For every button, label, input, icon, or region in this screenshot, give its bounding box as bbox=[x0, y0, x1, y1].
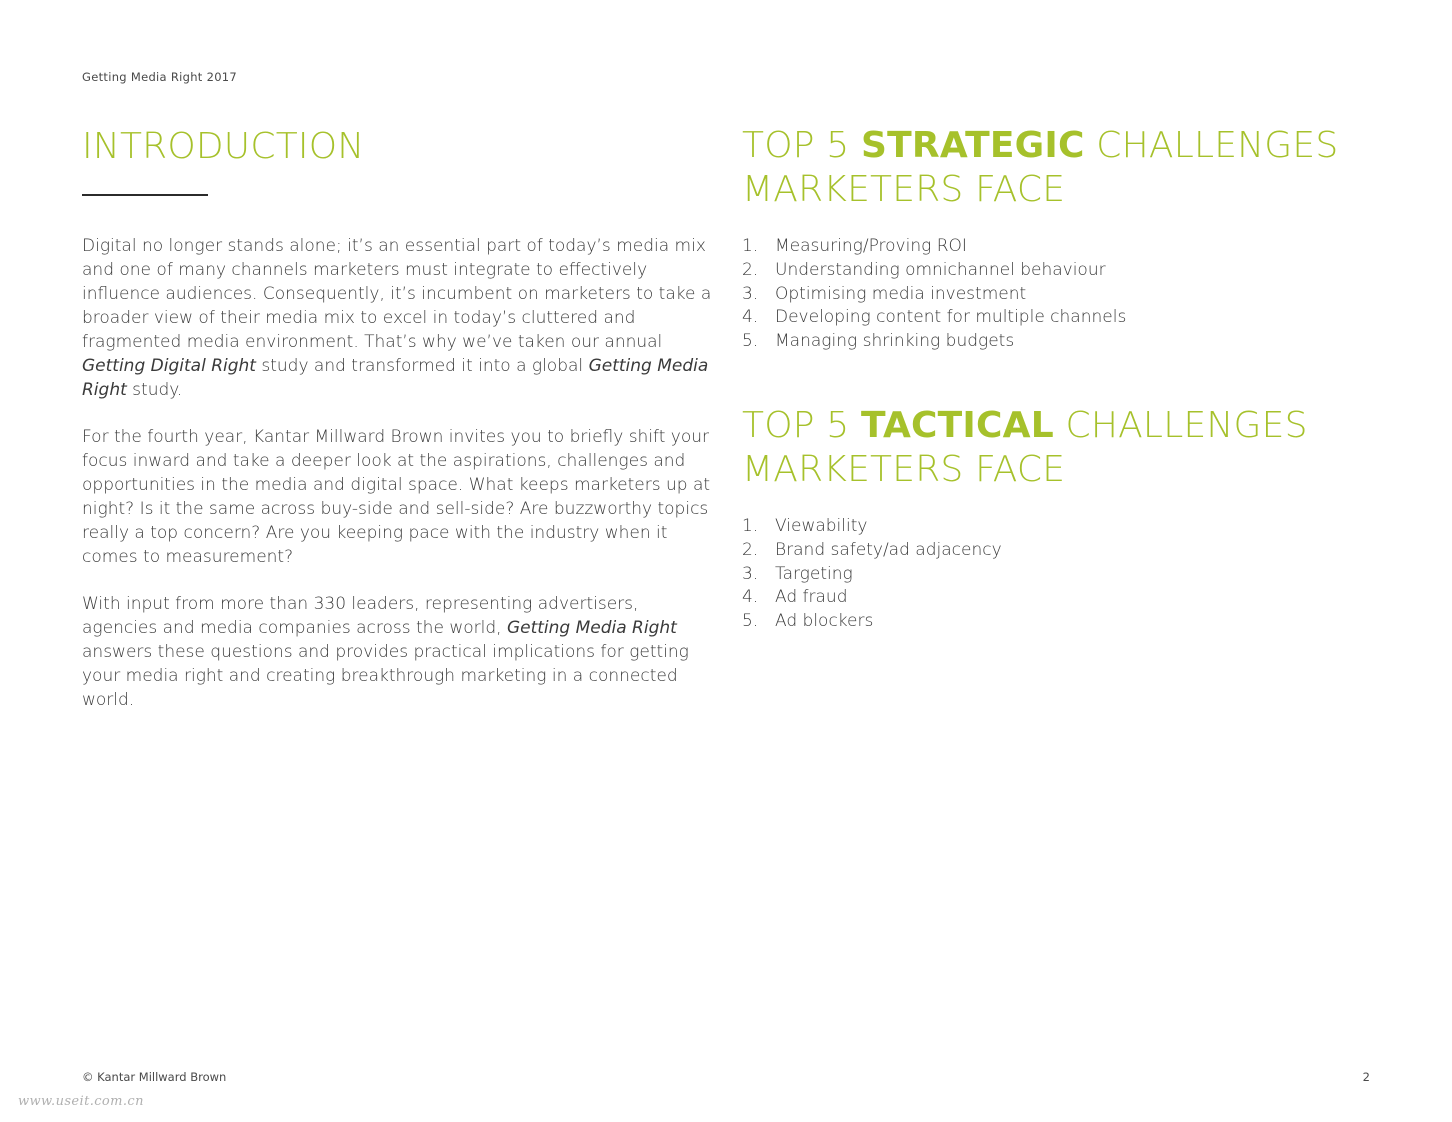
page-number: 2 bbox=[1362, 1070, 1370, 1084]
strategic-challenges-section bbox=[742, 124, 1362, 354]
list-item bbox=[742, 259, 1362, 283]
strategic-title-keyword: STRATEGIC bbox=[861, 125, 1085, 166]
introduction-body bbox=[82, 234, 712, 712]
tactical-challenges-title bbox=[742, 404, 1362, 492]
challenges-column bbox=[742, 124, 1362, 634]
intro-paragraph bbox=[82, 234, 712, 402]
strategic-challenges-title bbox=[742, 124, 1362, 212]
strategic-title-suffix: CHALLENGES bbox=[1084, 125, 1339, 166]
intro-paragraph bbox=[82, 425, 712, 569]
tactical-challenges-section bbox=[742, 404, 1362, 634]
list-item bbox=[742, 235, 1362, 259]
list-item-number: 4. bbox=[742, 587, 759, 608]
list-item-text: Targeting bbox=[775, 563, 853, 584]
watermark: www.useit.com.cn bbox=[18, 1094, 144, 1109]
list-item bbox=[742, 610, 1362, 634]
list-item-number: 2. bbox=[742, 259, 759, 280]
list-item-text: Managing shrinking budgets bbox=[775, 331, 1015, 352]
list-item-text: Optimising media investment bbox=[775, 283, 1027, 304]
list-item bbox=[742, 515, 1362, 539]
list-item-text: Developing content for multiple channels bbox=[775, 307, 1127, 328]
list-item bbox=[742, 586, 1362, 610]
tactical-title-keyword: TACTICAL bbox=[861, 404, 1054, 446]
intro-paragraph bbox=[82, 592, 712, 712]
list-item-text: Ad blockers bbox=[775, 611, 874, 632]
running-header: Getting Media Right 2017 bbox=[82, 70, 238, 84]
footer-copyright: © Kantar Millward Brown bbox=[82, 1070, 227, 1084]
list-item-number: 3. bbox=[742, 283, 759, 304]
list-item-text: Measuring/Proving ROI bbox=[775, 236, 967, 256]
list-item bbox=[742, 330, 1362, 354]
title-underline-rule bbox=[82, 194, 208, 196]
list-item-number: 4. bbox=[742, 307, 759, 328]
intro-paragraph-italic-text: Getting Digital Right bbox=[82, 356, 256, 376]
tactical-challenges-list bbox=[742, 515, 1362, 634]
introduction-column bbox=[82, 124, 712, 735]
intro-paragraph-italic-text: Getting Media Right bbox=[82, 356, 709, 400]
tactical-title-line2: MARKETERS FACE bbox=[742, 448, 1066, 490]
tactical-title-suffix: CHALLENGES bbox=[1053, 404, 1308, 446]
introduction-title: INTRODUCTION bbox=[82, 126, 365, 167]
list-item-text: Understanding omnichannel behaviour bbox=[775, 259, 1106, 280]
strategic-title-line2: MARKETERS FACE bbox=[742, 169, 1066, 210]
list-item-text: Viewability bbox=[775, 515, 868, 536]
list-item-number: 2. bbox=[742, 539, 759, 560]
intro-paragraph-text: With input from more than 330 leaders, representing advertisers, agencies and media companies across the world, bbox=[82, 594, 639, 638]
list-item bbox=[742, 283, 1362, 307]
tactical-title-prefix: TOP 5 bbox=[742, 404, 862, 446]
strategic-title-prefix: TOP 5 bbox=[742, 125, 862, 166]
strategic-challenges-list bbox=[742, 235, 1362, 354]
intro-paragraph-text: answers these questions and provides practical implications for getting your media right and creating breakthrough marketing in a connected world. bbox=[82, 642, 689, 710]
intro-paragraph-text: study. bbox=[126, 380, 183, 400]
intro-paragraph-italic-text: Getting Media Right bbox=[506, 618, 677, 638]
intro-paragraph-text: study and transformed it into a global bbox=[255, 356, 589, 376]
list-item-number: 5. bbox=[742, 611, 759, 632]
list-item-number: 3. bbox=[742, 563, 759, 584]
list-item bbox=[742, 306, 1362, 330]
list-item-number: 1. bbox=[742, 236, 759, 256]
intro-paragraph-text: For the fourth year, Kantar Millward Brown invites you to briefly shift your focus inward and take a deeper look at the aspirations, challenges and opportunities in the media and digital space. What keeps marketers up at night? Is it the same across buy-side and sell-side? Are buzzworthy topics really a top concern? Are you keeping pace with the industry when it comes to measurement? bbox=[82, 427, 711, 567]
list-item-text: Brand safety/ad adjacency bbox=[775, 539, 1002, 560]
list-item-number: 1. bbox=[742, 515, 759, 536]
list-item bbox=[742, 539, 1362, 563]
list-item-text: Ad fraud bbox=[775, 587, 848, 608]
list-item bbox=[742, 563, 1362, 587]
list-item-number: 5. bbox=[742, 331, 759, 352]
intro-paragraph-text: Digital no longer stands alone; it’s an essential part of today’s media mix and one of many channels marketers must integrate to effectively influence audiences. Consequently, it’s incumbent on marketers to take a broader view of their media mix to excel in today’s cluttered and fragmented media environment. That’s why we’ve taken our annual bbox=[82, 236, 712, 352]
section-spacer bbox=[742, 354, 1362, 404]
